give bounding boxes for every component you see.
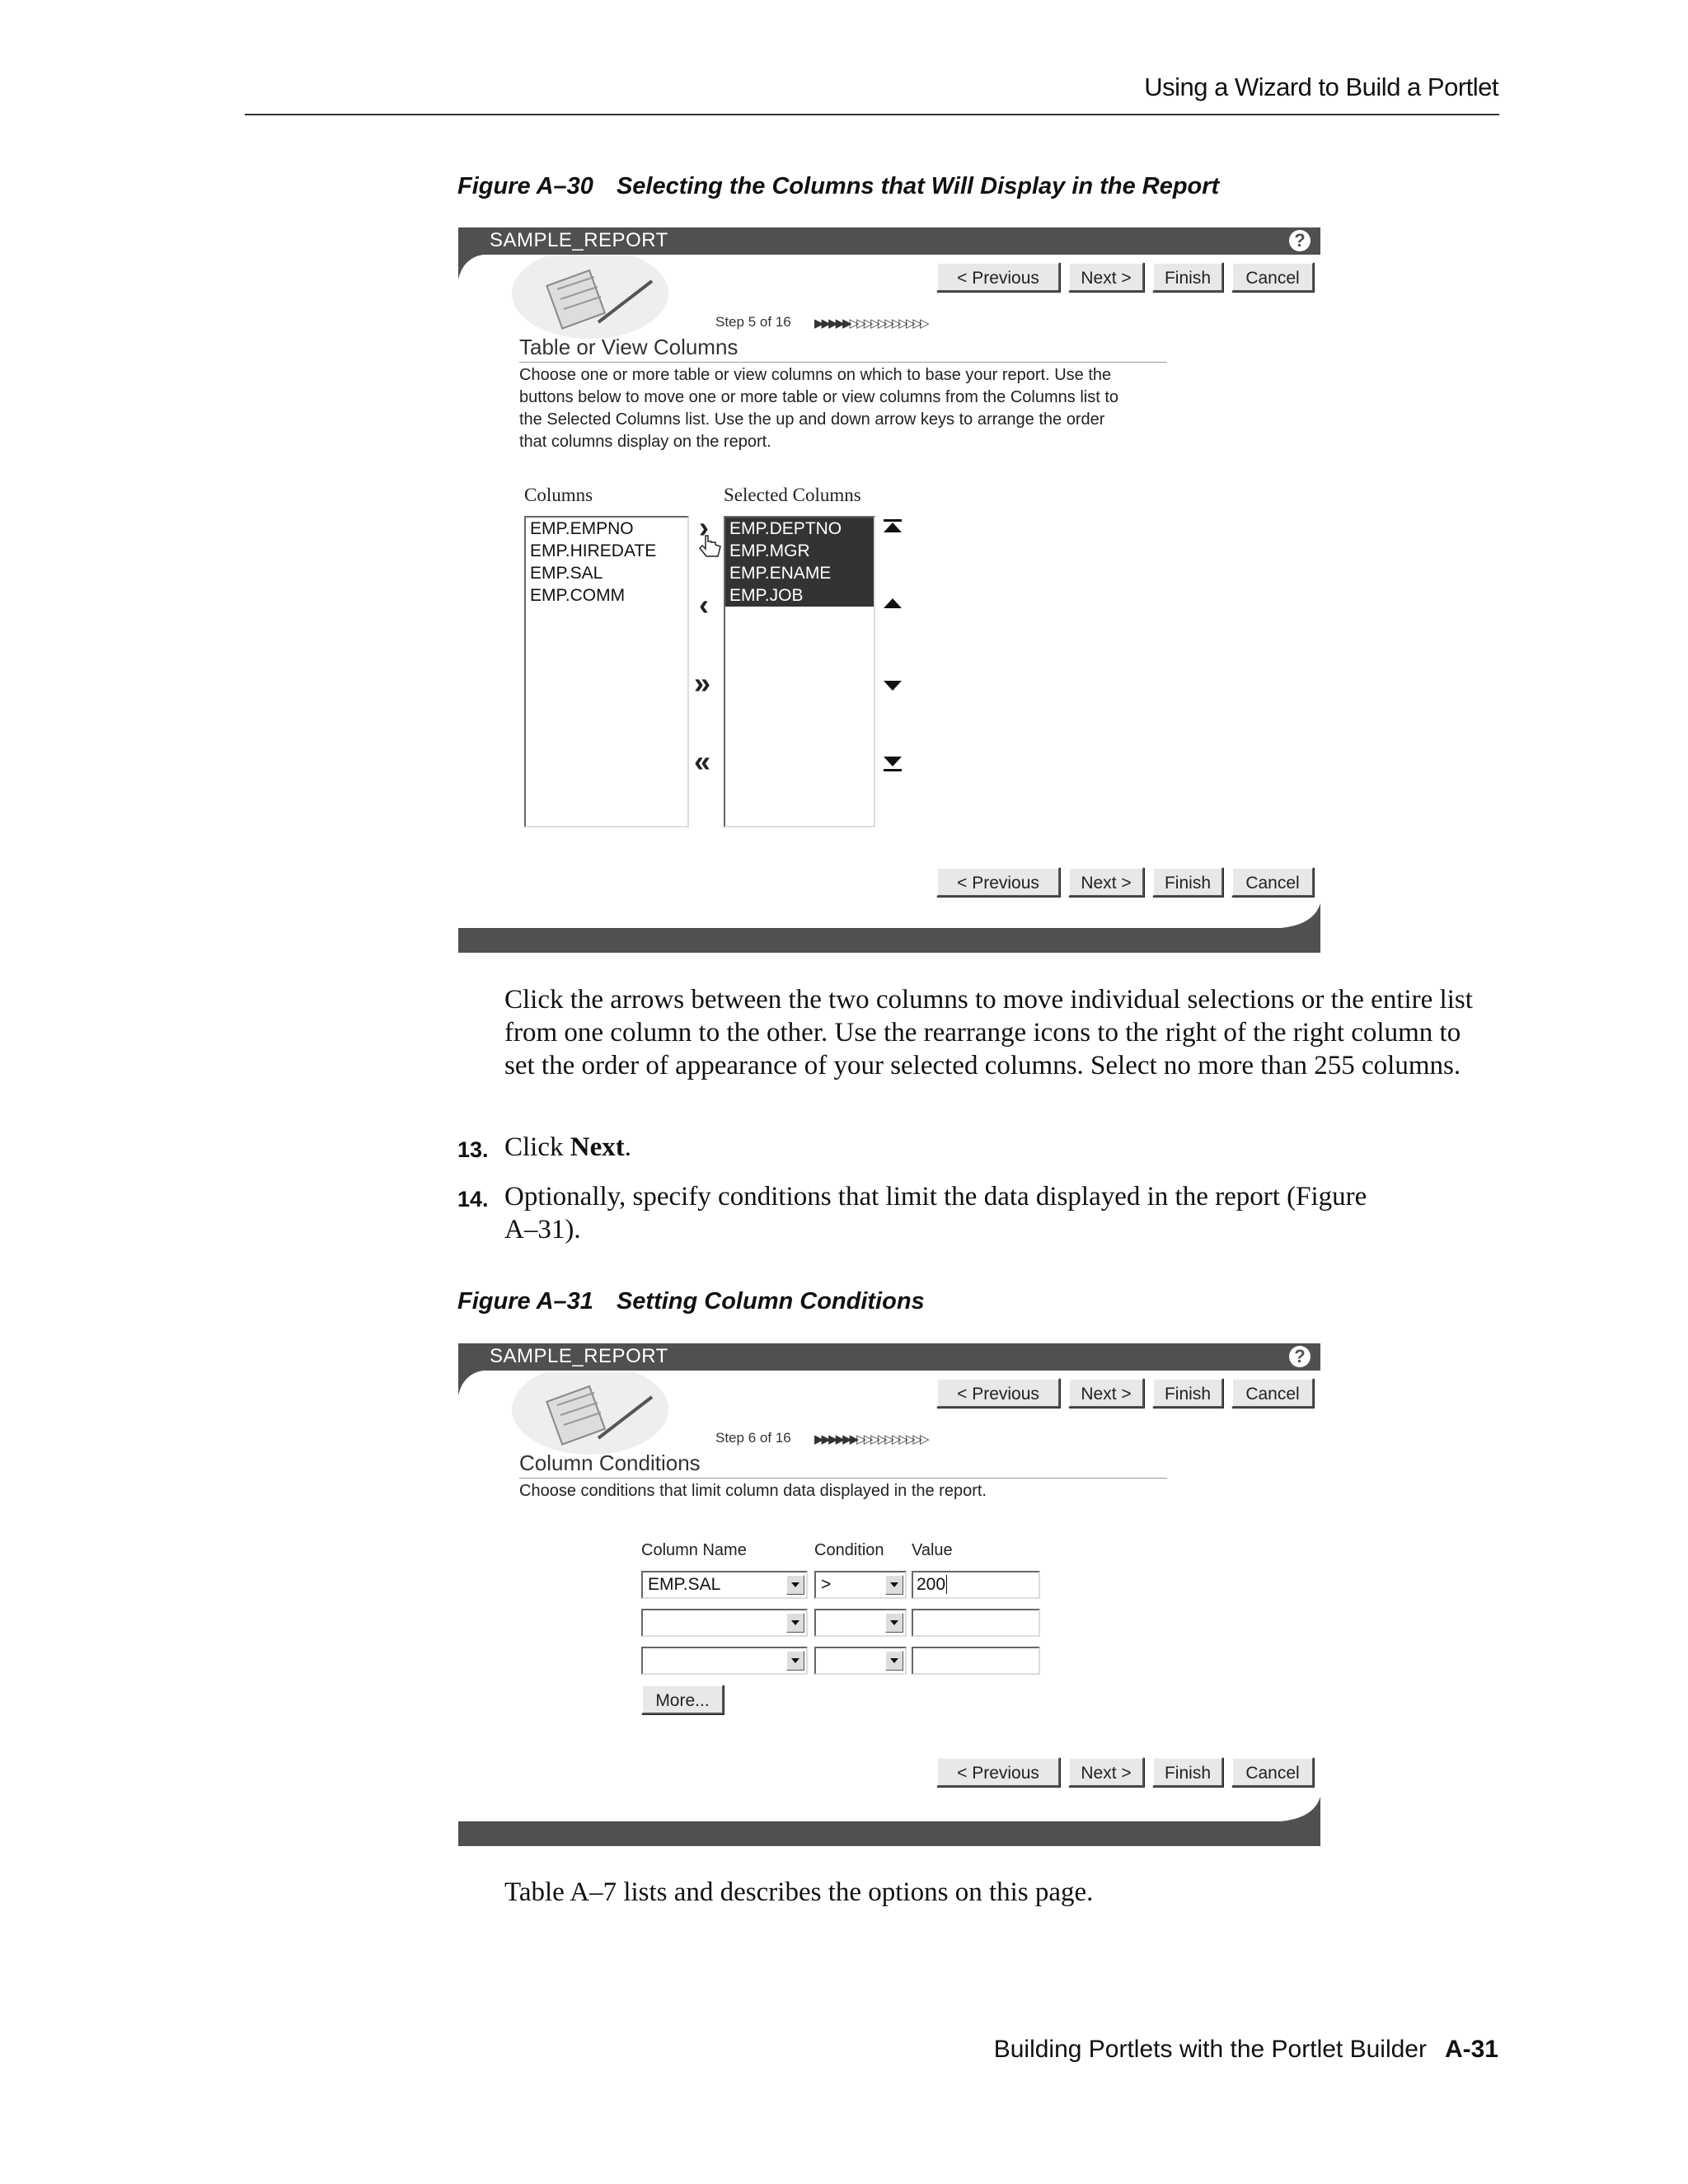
list-item[interactable]: EMP.SAL (530, 564, 603, 583)
section-description: Choose conditions that limit column data displayed in the report. (519, 1482, 987, 1500)
step-indicator: Step 5 of 16 (715, 314, 791, 330)
chevron-down-icon[interactable] (885, 1575, 903, 1595)
finish-button[interactable]: Finish (1152, 262, 1223, 292)
step-indicator: Step 6 of 16 (715, 1430, 791, 1446)
window-title: SAMPLE_REPORT (490, 229, 668, 251)
figure-number: Figure A–30 (457, 173, 593, 199)
portlet-footer-bar (458, 928, 1320, 953)
cancel-button[interactable]: Cancel (1231, 262, 1314, 292)
chevron-down-icon[interactable] (885, 1613, 903, 1633)
value-input[interactable] (912, 1609, 1040, 1637)
move-to-top-icon[interactable] (882, 518, 903, 536)
next-button[interactable]: Next > (1068, 1757, 1144, 1787)
wizard-screenshot-step5 (458, 227, 1320, 953)
figure-title: Setting Column Conditions (616, 1288, 925, 1315)
previous-button[interactable]: < Previous (936, 262, 1060, 292)
help-icon[interactable]: ? (1289, 230, 1311, 251)
step-13-pre: Click (504, 1132, 570, 1162)
select-value: EMP.SAL (648, 1575, 721, 1594)
list-item[interactable]: EMP.HIREDATE (530, 541, 657, 560)
next-button[interactable]: Next > (1068, 867, 1144, 897)
previous-button[interactable]: < Previous (936, 867, 1060, 897)
selected-columns-listbox[interactable] (724, 516, 875, 827)
section-title: Table or View Columns (519, 335, 738, 359)
progress-train: ▶▶▶▶▶▶▷▷▷▷▷▷▷▷▷▷ (814, 1432, 927, 1446)
next-button[interactable]: Next > (1068, 262, 1144, 292)
selected-columns-label: Selected Columns (724, 485, 861, 505)
condition-select[interactable] (814, 1571, 907, 1599)
move-right-icon[interactable]: › (699, 510, 709, 544)
wizard-notebook-icon (508, 1372, 673, 1455)
finish-button[interactable]: Finish (1152, 1757, 1223, 1787)
description-line: Choose one or more table or view columns on which to base your report. Use the (519, 366, 1112, 384)
chevron-down-icon[interactable] (786, 1613, 804, 1633)
list-item[interactable]: EMP.DEPTNO (725, 518, 874, 540)
figure-a31-caption (457, 1288, 925, 1315)
progress-train: ▶▶▶▶▶▷▷▷▷▷▷▷▷▷▷▷ (814, 316, 927, 330)
chevron-down-icon[interactable] (885, 1651, 903, 1671)
wizard-notebook-icon (508, 256, 673, 339)
body-paragraph: Click the arrows between the two columns to move individual selections or the entire list from one column to the other. Use the rearrange icons to the right of the right column to set the order of appearance of your selected columns. Select no more than 255 columns. (504, 985, 1473, 1080)
help-icon[interactable]: ? (1289, 1346, 1311, 1367)
page-number: A-31 (1444, 2036, 1498, 2063)
step-13-number: 13. (457, 1137, 489, 1162)
list-item[interactable]: EMP.MGR (725, 540, 874, 562)
cancel-button[interactable]: Cancel (1231, 1378, 1314, 1408)
move-down-icon[interactable] (882, 679, 903, 694)
step-13-bold: Next (570, 1132, 625, 1162)
list-item[interactable]: EMP.COMM (530, 586, 626, 605)
step-13-post: . (624, 1132, 631, 1162)
step-14-number: 14. (457, 1187, 489, 1212)
column-name-header: Column Name (641, 1541, 747, 1559)
corner-curve-icon (458, 255, 483, 279)
description-line: that columns display on the report. (519, 433, 771, 451)
column-name-select[interactable] (641, 1571, 808, 1599)
move-all-right-icon[interactable]: » (694, 666, 711, 700)
wizard-screenshot-step6 (458, 1343, 1320, 1846)
column-name-select[interactable] (641, 1609, 808, 1637)
footer-title: Building Portlets with the Portlet Builder (993, 2036, 1427, 2063)
window-title: SAMPLE_REPORT (490, 1345, 668, 1367)
step-14-text: Optionally, specify conditions that limit the data displayed in the report (Figure A–31). (504, 1182, 1367, 1244)
move-left-icon[interactable]: ‹ (699, 588, 709, 621)
condition-select[interactable] (814, 1647, 907, 1675)
chevron-down-icon[interactable] (786, 1575, 804, 1595)
list-item[interactable]: EMP.ENAME (725, 562, 874, 584)
cancel-button[interactable]: Cancel (1231, 867, 1314, 897)
value-header: Value (912, 1541, 953, 1559)
footer-corner-curve (1281, 903, 1320, 928)
previous-button[interactable]: < Previous (936, 1757, 1060, 1787)
section-title: Column Conditions (519, 1451, 701, 1475)
footer-corner-curve (1281, 1797, 1320, 1821)
figure-title: Selecting the Columns that Will Display in the Report (616, 173, 1220, 199)
portlet-title-bar (458, 1343, 1320, 1371)
body-paragraph: Table A–7 lists and describes the options on this page. (504, 1877, 1094, 1907)
finish-button[interactable]: Finish (1152, 867, 1223, 897)
step-13-text (504, 1131, 631, 1164)
chevron-down-icon[interactable] (786, 1651, 804, 1671)
columns-label: Columns (524, 485, 593, 505)
list-item[interactable]: EMP.EMPNO (530, 519, 634, 538)
column-name-select[interactable] (641, 1647, 808, 1675)
description-line: buttons below to move one or more table or view columns from the Columns list to (519, 388, 1118, 406)
header-rule (245, 114, 1499, 115)
condition-header: Condition (814, 1541, 884, 1559)
portlet-title-bar (458, 227, 1320, 255)
move-to-bottom-icon[interactable] (882, 755, 903, 773)
hand-cursor-icon (699, 534, 724, 560)
value-input[interactable] (912, 1571, 1040, 1599)
select-value: > (821, 1575, 832, 1594)
next-button[interactable]: Next > (1068, 1378, 1144, 1408)
more-button[interactable]: More... (641, 1685, 724, 1714)
figure-a30-caption (457, 173, 1219, 200)
section-rule (519, 362, 1167, 363)
value-input[interactable] (912, 1647, 1040, 1675)
description-line: the Selected Columns list. Use the up and down arrow keys to arrange the order (519, 410, 1105, 429)
condition-select[interactable] (814, 1609, 907, 1637)
columns-listbox[interactable] (524, 516, 689, 827)
running-head: Using a Wizard to Build a Portlet (1144, 73, 1498, 101)
text-cursor (946, 1575, 947, 1594)
figure-number: Figure A–31 (457, 1288, 593, 1315)
previous-button[interactable]: < Previous (936, 1378, 1060, 1408)
portlet-footer-bar (458, 1821, 1320, 1846)
move-all-left-icon[interactable]: « (694, 744, 711, 778)
input-value: 200 (917, 1575, 946, 1594)
move-up-icon[interactable] (882, 597, 903, 612)
page-footer (994, 2036, 1498, 2064)
section-description (519, 364, 1179, 453)
cancel-button[interactable]: Cancel (1231, 1757, 1314, 1787)
list-item[interactable]: EMP.JOB (725, 584, 874, 607)
finish-button[interactable]: Finish (1152, 1378, 1223, 1408)
corner-curve-icon (458, 1371, 483, 1395)
section-rule (519, 1478, 1167, 1479)
